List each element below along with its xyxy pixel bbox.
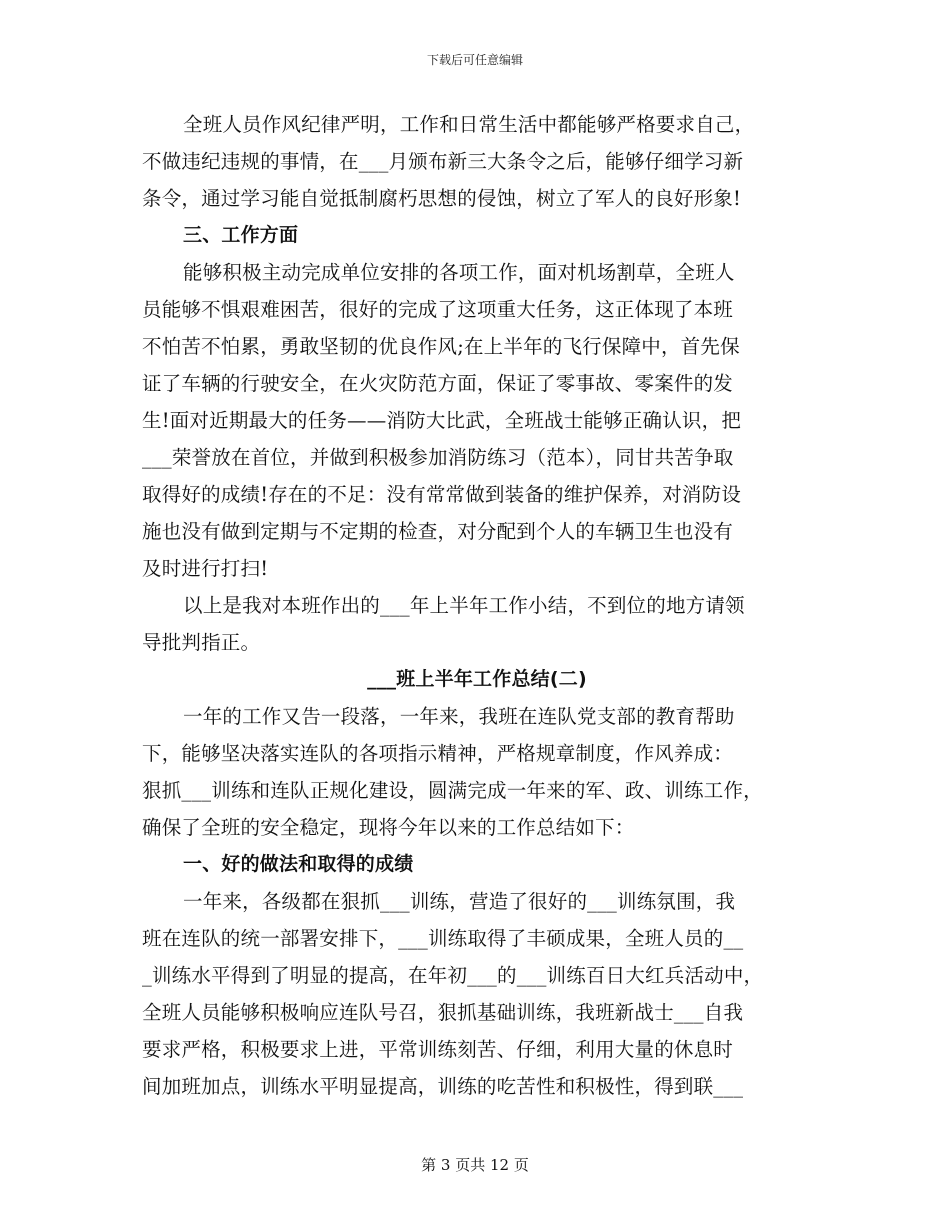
- paragraph-line: ___荣誉放在首位，并做到积极参加消防练习（范本），同甘共苦争取: [142, 446, 734, 469]
- paragraph-line: 不怕苦不怕累，勇敢坚韧的优良作风;在上半年的飞行保障中，首先保: [142, 335, 740, 358]
- paragraph-line: 员能够不惧艰难困苦，很好的完成了这项重大任务，这正体现了本班: [142, 298, 734, 321]
- paragraph-line: 取得好的成绩!存在的不足：没有常常做到装备的维护保养，对消防设: [142, 483, 742, 506]
- paragraph-line: 不做违纪违规的事情，在___月颁布新三大条令之后，能够仔细学习新: [142, 150, 744, 173]
- paragraph-line: 条令，通过学习能自觉抵制腐朽思想的侵蚀，树立了军人的良好形象!: [142, 187, 742, 210]
- paragraph-line: 及时进行打扫!: [142, 557, 269, 580]
- paragraph-line: 间加班加点，训练水平明显提高，训练的吃苦性和积极性，得到联___: [142, 1075, 744, 1098]
- page-header: 下载后可任意编辑: [426, 53, 523, 67]
- paragraph-line: 生!面对近期最大的任务——消防大比武，全班战士能够正确认识，把: [142, 409, 742, 432]
- paragraph-line: _训练水平得到了明显的提高，在年初___的___训练百日大红兵活动中，: [142, 964, 764, 987]
- paragraph-line: 班在连队的统一部署安排下，___训练取得了丰硕成果，全班人员的__: [142, 927, 744, 950]
- paragraph-line: 下，能够坚决落实连队的各项指示精神，严格规章制度，作风养成：: [142, 742, 734, 765]
- paragraph-line: 全班人员作风纪律严明，工作和日常生活中都能够严格要求自己，: [183, 113, 755, 136]
- paragraph-line: 证了车辆的行驶安全，在火灾防范方面，保证了零事故、零案件的发: [142, 372, 734, 395]
- paragraph-line: 狠抓___训练和连队正规化建设，圆满完成一年来的军、政、训练工作，: [142, 779, 763, 802]
- section-heading-work: 三、工作方面: [183, 224, 299, 246]
- paragraph-line: 确保了全班的安全稳定，现将今年以来的工作总结如下：: [142, 816, 635, 839]
- document-body: [142, 106, 812, 1105]
- section-heading-achievements: 一、好的做法和取得的成绩: [183, 853, 414, 875]
- paragraph-line: 能够积极主动完成单位安排的各项工作，面对机场割草，全班人: [183, 261, 735, 284]
- paragraph-line: 一年的工作又告一段落，一年来，我班在连队党支部的教育帮助: [183, 705, 735, 728]
- paragraph-line: 导批判指正。: [142, 631, 261, 654]
- page-footer: 第 3 页共 12 页: [421, 1156, 529, 1174]
- document-title-part-two: ___班上半年工作总结(二): [367, 668, 587, 690]
- paragraph-line: 一年来，各级都在狠抓___训练，营造了很好的___训练氛围，我: [183, 890, 736, 913]
- paragraph-line: 施也没有做到定期与不定期的检查，对分配到个人的车辆卫生也没有: [142, 520, 734, 543]
- paragraph-line: 要求严格，积极要求上进，平常训练刻苦、仔细，利用大量的休息时: [142, 1038, 734, 1061]
- paragraph-line: 全班人员能够积极响应连队号召，狠抓基础训练，我班新战士___自我: [142, 1001, 744, 1024]
- paragraph-line: 以上是我对本班作出的___年上半年工作小结，不到位的地方请领: [183, 594, 745, 617]
